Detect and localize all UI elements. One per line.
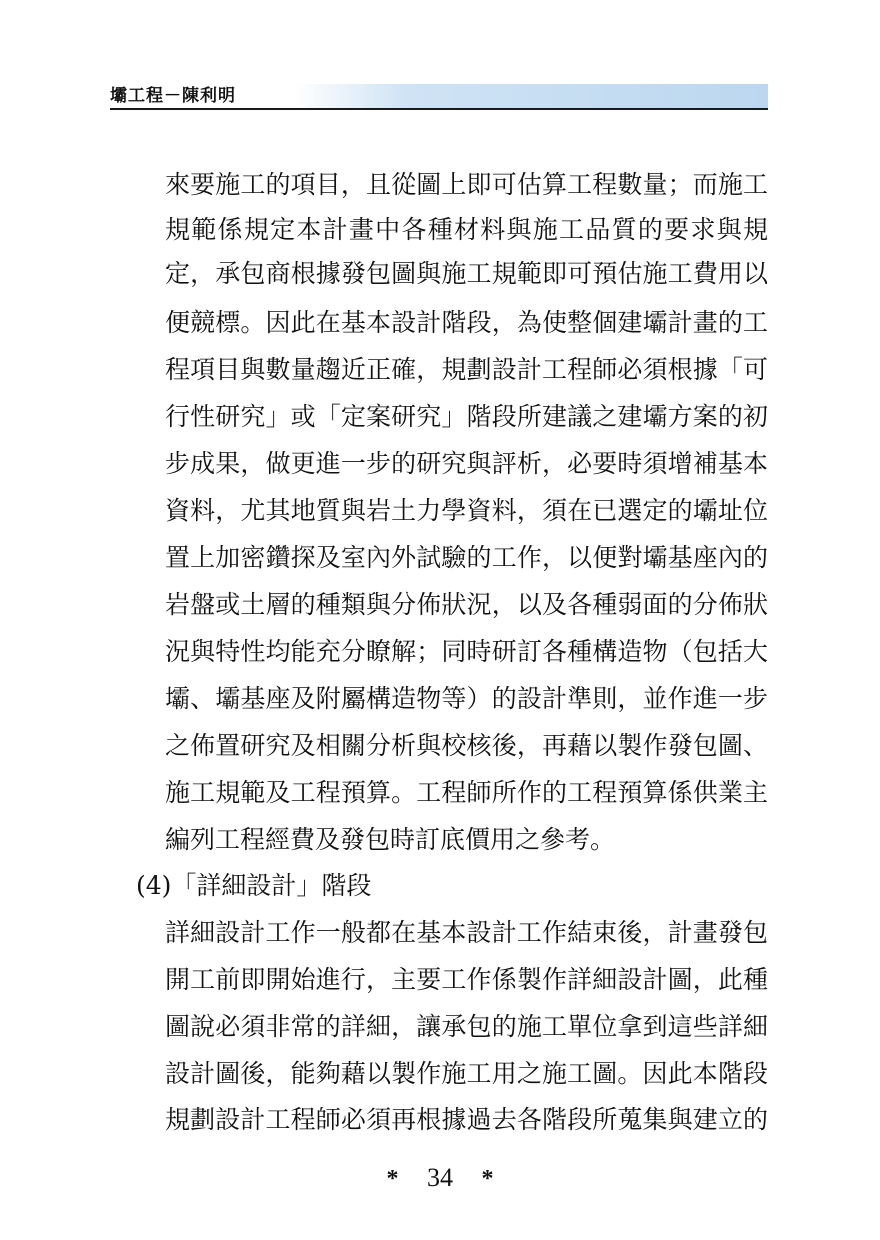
running-header: [110, 84, 768, 110]
paragraph-line: 施工規範及工程預算。工程師所作的工程預算係供業主: [165, 778, 768, 807]
page-footer: [0, 1158, 880, 1198]
section-heading: (4)「詳細設計」階段: [136, 871, 372, 900]
paragraph-line: 置上加密鑽探及室內外試驗的工作，以便對壩基座內的: [165, 543, 768, 572]
paragraph-line: 之佈置研究及相關分析與校核後，再藉以製作發包圖、: [165, 731, 768, 760]
paragraph-line: 行性研究」或「定案研究」階段所建議之建壩方案的初: [165, 402, 768, 431]
paragraph-line: 定，承包商根據發包圖與施工規範即可預估施工費用以: [165, 259, 768, 288]
page-number: 34: [427, 1163, 453, 1192]
header-title: 壩工程－陳利明: [110, 86, 236, 106]
paragraph-line: 規範係規定本計畫中各種材料與施工品質的要求與規: [165, 215, 768, 244]
paragraph-line: 編列工程經費及發包時訂底價用之參考。: [165, 825, 616, 854]
paragraph-line: 開工前即開始進行，主要工作係製作詳細設計圖，此種: [165, 965, 768, 994]
paragraph-line: 設計圖後，能夠藉以製作施工用之施工圖。因此本階段: [165, 1059, 768, 1088]
paragraph-line: 便競標。因此在基本設計階段，為使整個建壩計畫的工: [165, 308, 768, 337]
footer-star-left: *: [386, 1166, 399, 1192]
paragraph-line: 資料，尤其地質與岩土力學資料，須在已選定的壩址位: [165, 496, 768, 525]
paragraph-line: 步成果，做更進一步的研究與評析，必要時須增補基本: [165, 449, 768, 478]
paragraph-line: 圖說必須非常的詳細，讓承包的施工單位拿到這些詳細: [165, 1012, 768, 1041]
footer-star-right: *: [481, 1166, 494, 1192]
paragraph-line: 岩盤或土層的種類與分佈狀況，以及各種弱面的分佈狀: [165, 590, 768, 619]
paragraph-line: 詳細設計工作一般都在基本設計工作結束後，計畫發包: [165, 918, 768, 947]
paragraph-line: 來要施工的項目，且從圖上即可估算工程數量；而施工: [165, 170, 768, 199]
paragraph-line: 規劃設計工程師必須再根據過去各階段所蒐集與建立的: [165, 1105, 768, 1134]
paragraph-line: 況與特性均能充分瞭解；同時研訂各種構造物（包括大: [165, 637, 768, 666]
paragraph-line: 程項目與數量趨近正確，規劃設計工程師必須根據「可: [165, 355, 768, 384]
paragraph-line: 壩、壩基座及附屬構造物等）的設計準則，並作進一步: [165, 684, 768, 713]
